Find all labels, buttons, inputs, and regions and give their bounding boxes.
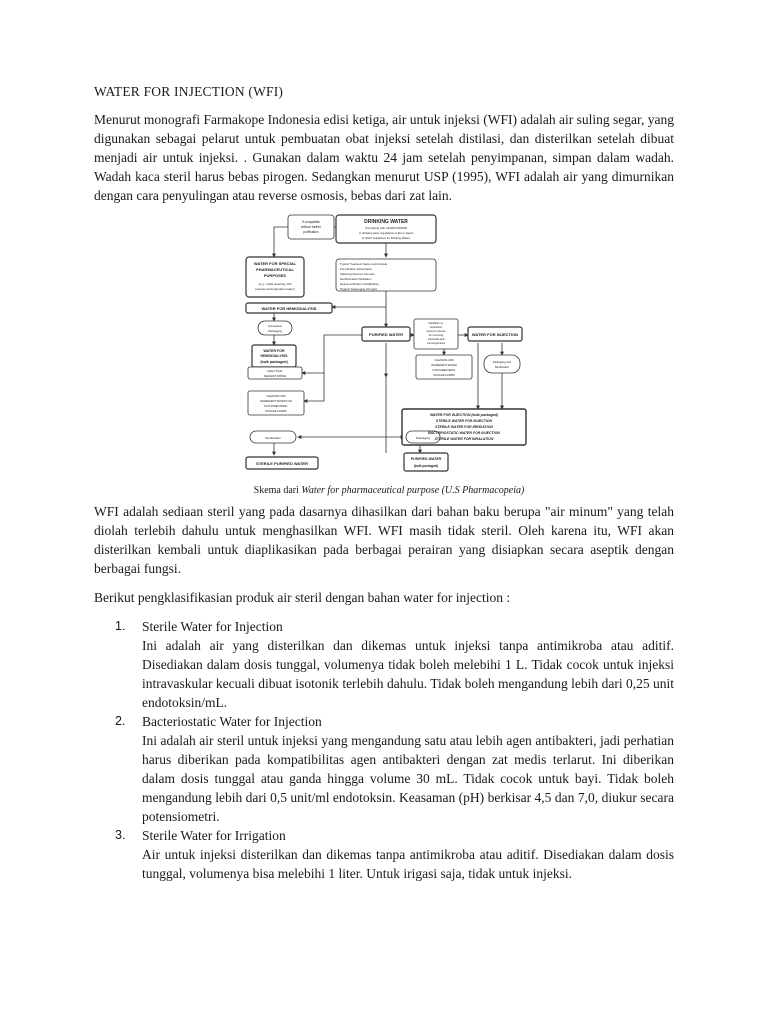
fc-clean2-4: DOSAGE FORMS — [433, 374, 455, 377]
fc-special-1: WATER FOR SPECIAL — [253, 261, 297, 266]
figure-caption — [244, 485, 534, 496]
classification-list — [94, 617, 674, 883]
fc-clean1-1: CLEANING AND — [266, 395, 286, 398]
fc-treat-3: Softening Reverse Osmosis — [340, 272, 375, 276]
list-item-number: 2. — [115, 714, 126, 728]
fc-product-3: STERILE WATER FOR IRRIGATION — [435, 425, 493, 429]
list-item — [94, 826, 674, 883]
fc-special-3: PURPOSES — [263, 273, 287, 278]
fc-pack-ster-2: Sterilization — [494, 365, 510, 369]
fc-treat-6: Organic Scavenging UV Light — [340, 287, 377, 291]
fc-unreactive-1: Unreactive — [267, 324, 283, 328]
fc-product-5: STERILE WATER FOR INHALATION — [434, 437, 494, 441]
fc-packaging: Packaging — [415, 436, 431, 440]
fc-compat-3: purification — [303, 230, 319, 234]
fc-purified: PURIFIED WATER — [369, 332, 403, 337]
fc-distill-3: superior process — [426, 330, 446, 333]
classification-intro: Berikut pengklasifikasian produk air steril dengan bahan water for injection : — [94, 590, 511, 605]
fc-hemo-bulk-1: WATER FOR — [263, 349, 285, 353]
fc-sterile-purified: STERILE PURIFIED WATER — [256, 461, 308, 466]
fc-hemo: WATER FOR HEMODIALYSIS — [261, 306, 317, 311]
document-title: WATER FOR INJECTION (WFI) — [94, 84, 284, 99]
svg-text:DRINKING WATER(Complying with — [359, 219, 414, 240]
fc-clean1-4: DOSAGE FORMS — [265, 410, 287, 413]
svg-text:Packaging andSterilization — [493, 360, 512, 369]
fc-sterilization: Sterilization — [265, 436, 281, 440]
fc-pack-ster-1: Packaging and — [492, 360, 512, 364]
fc-distill-2: equivalent — [430, 326, 442, 329]
list-item-title: Bacteriostatic Water for Injection — [142, 714, 322, 729]
list-item-number: 1. — [115, 619, 126, 633]
fc-hemo-bulk-3: (bulk packaged) — [260, 360, 288, 364]
fc-compat-2: without further — [300, 225, 322, 229]
fc-special-4: (e.g., initial cleaning, API — [258, 282, 292, 286]
intro-paragraph: Menurut monografi Farmakope Indonesia edisi ketiga, air untuk injeksi (WFI) adalah air suling segar, yang digunakan sebagai pelarut untuk pembuatan obat injeksi setelah distilasi, dan disterilkan setelah dibuat menjadi air untuk injeksi. . Gunakan dalam waktu 24 jam setelah penyimpanan, simpan dalam wadah. Wadah kaca steril harus bebas pirogen. Sedangkan menurut USP (1995), WFI adalah air yang dimurnikan dengan cara penyulingan atau reverse osmosis, bebas dari zat lain. — [94, 112, 674, 203]
flowchart-figure — [244, 213, 534, 496]
list-item-title: Sterile Water for Irrigation — [142, 828, 286, 843]
svg-text:WATER FORHEMODIALYSIS(bulk pac — [260, 349, 288, 364]
fc-distill-4: for removing — [428, 334, 444, 337]
fc-distill-1: Distillation or — [428, 322, 444, 325]
fc-treat-1: Typical Treatment Steps could include: — [340, 262, 388, 266]
fc-drinking-1: DRINKING WATER — [364, 219, 408, 225]
figure-caption-italic: Water for pharmaceutical purpose (U.S Pharmacopeia) — [301, 485, 525, 496]
water-purpose-flowchart — [244, 213, 534, 483]
figure-caption-prefix: Skema dari — [253, 485, 302, 496]
fc-analytical-2: REAGENT WATER — [263, 375, 287, 378]
list-item-title: Sterile Water for Injection — [142, 619, 283, 634]
fc-treat-5: Deammonification Ultrafiltration — [340, 282, 379, 286]
fc-product-4: BACTERIOSTATIC WATER FOR INJECTION — [428, 431, 500, 435]
fc-clean2-3: FOR PARENTERAL — [432, 369, 456, 372]
fc-distill-6: microorganisms — [426, 342, 446, 345]
fc-special-2: PHARMACEUTICAL — [256, 267, 294, 272]
fc-drinking-3: or drinking water regulations of EU or Japan — [358, 231, 414, 235]
fc-product-1: WATER FOR INJECTION (bulk packaged) — [430, 413, 498, 417]
fc-clean1-2: INGREDIENT WATER FOR — [260, 400, 292, 403]
fc-clean1-3: NON-PARENTERAL — [264, 405, 288, 408]
fc-purified-bulk-2: (bulk packaged) — [413, 464, 439, 468]
fc-purified-bulk-1: PURIFIED WATER — [410, 457, 442, 461]
svg-text:UnreactivePackaging — [268, 324, 283, 333]
fc-analytical-1: ANALYTICAL — [267, 370, 283, 373]
fc-drinking-2: (Complying with US EPA NPDWR — [365, 226, 407, 230]
list-item-body: Ini adalah air steril untuk injeksi yang mengandung satu atau lebih agen antibakteri, jadi perhatian harus diberikan pada kompatibilitas agen antibakteri dengan zat medis terlarut. Ini diberikan dalam dosis tunggal atau ganda hingga volume 30 mL. Tidak cocok untuk bayi. Tidak boleh mengandung lebih dari 0,5 unit/ml endotoksin. Keasaman (pH) berkisar 4,5 dan 7,0, diukur secara potensiometri. — [142, 733, 674, 824]
fc-unreactive-2: Packaging — [267, 329, 283, 333]
document-content — [94, 84, 674, 883]
fc-special-5: process and ingredient water) — [255, 287, 295, 291]
list-item-body: Air untuk injeksi disterilkan dan dikemas tanpa antimikroba atau aditif. Disediakan dalam dosis tunggal, volumenya bisa melebihi 1 liter. Untuk irigasi saja, tidak untuk injeksi. — [142, 847, 674, 881]
fc-clean2-2: INGREDIENT WATER — [431, 364, 457, 367]
list-item-body: Ini adalah air yang disterilkan dan dikemas untuk injeksi tanpa antimikroba atau aditif. Disediakan dalam dosis tunggal, volumenya tidak boleh melebihi 1 L. Tidak cocok untuk injeksi intravaskular kecuali dibuat isotonik terlebih dahulu. Tidak boleh mengandung lebih dari 0,25 unit endotoksin/mL. — [142, 638, 674, 710]
list-item — [94, 617, 674, 712]
fc-product-2: STERILE WATER FOR INJECTION — [435, 419, 493, 423]
list-item — [94, 712, 674, 826]
fc-wfi: WATER FOR INJECTION — [471, 332, 519, 337]
fc-drinking-4: or WHO Guidelines for Drinking Water) — [361, 236, 411, 240]
fc-clean2-1: CLEANING AND — [434, 359, 454, 362]
fc-hemo-bulk-2: HEMODIALYSIS — [260, 354, 288, 358]
fc-treat-4: Dechlorination Distillation — [340, 277, 372, 281]
fc-treat-2: Pre-Filtration Deionization — [340, 267, 373, 271]
fc-distill-5: chemicals and — [427, 338, 445, 341]
fc-compat-1: If compatible — [301, 220, 321, 224]
list-item-number: 3. — [115, 828, 126, 842]
wfi-description-paragraph: WFI adalah sediaan steril yang pada dasarnya dihasilkan dari bahan baku berupa "air minum" yang telah diolah terlebih dahulu untuk menghasilkan WFI. WFI masih tidak steril. Oleh karena itu, WFI akan disterilkan kembali untuk diaplikasikan pada berbagai perairan yang disiapkan secara aseptik dengan berbagai fungsi. — [94, 504, 674, 576]
